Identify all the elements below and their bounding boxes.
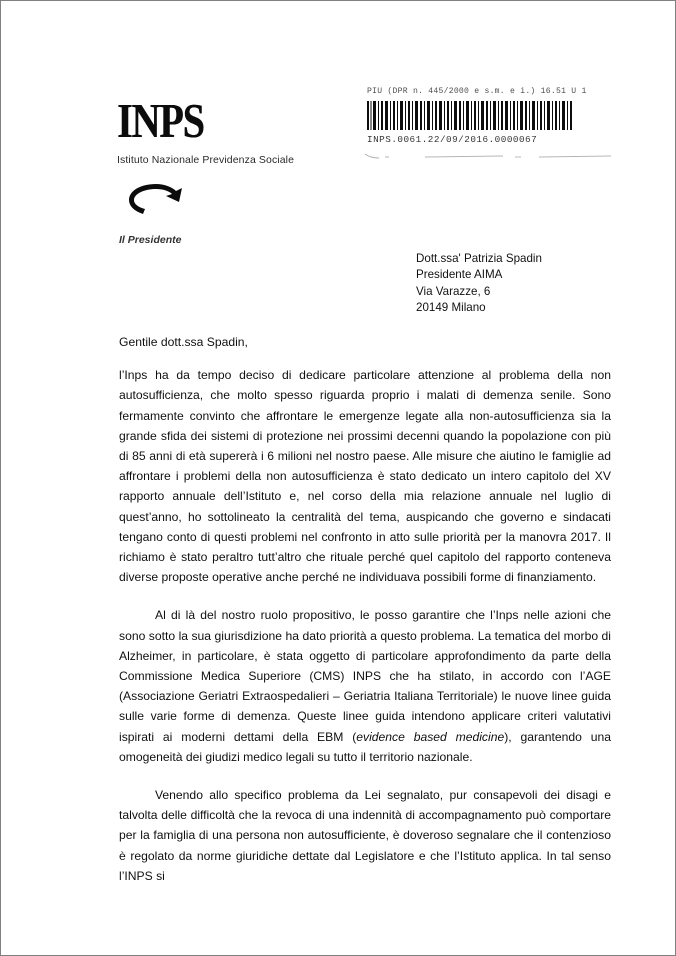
inps-wordmark: INPS bbox=[117, 93, 204, 148]
regulation-reference: PIU (DPR n. 445/2000 e s.m. e i.) 16.51 U 1 bbox=[367, 87, 587, 96]
circular-arrows-icon bbox=[126, 180, 188, 220]
protocol-number: INPS.0061.22/09/2016.0000067 bbox=[367, 134, 538, 145]
address-recipient-name: Dott.ssa' Patrizia Spadin bbox=[416, 252, 542, 265]
protocol-stamp bbox=[367, 87, 595, 145]
letter-body bbox=[119, 332, 611, 886]
paragraph-1: l’Inps ha da tempo deciso di dedicare particolare attenzione al problema della non autosufficienza, che molto spesso riguarda proprio i malati di demenza senile. Sono fermamente convinto che affrontare le emergenze legate alla non-autosufficienza sia la grande sfida dei sistemi di protezione nei prossimi decenni quando la popolazione con più di 85 anni di età supererà i 6 milioni nel nostro paese. Alle misure che aiutino le famiglie ad affrontare i problemi della non autosufficienza è stato dedicato un intero capitolo del XV rapporto annuale dell’Istituto e, nel corso della mia relazione annuale nel luglio di quest’anno, ho sottolineato la centralità del tema, auspicando che governo e sindacati tengano conto di questi problemi nel confronto in atto sulle priorità per la manovra 2017. Il richiamo è stato peraltro tutt’altro che rituale perché quel capitolo del rapporto conteneva diverse proposte operative anche perché ne individuava possibili forme di finanziamento. bbox=[119, 368, 611, 585]
ebm-italic-term: evidence based medicine bbox=[356, 729, 505, 744]
recipient-address bbox=[416, 251, 542, 316]
barcode-icon bbox=[367, 101, 573, 130]
salutation: Gentile dott.ssa Spadin, bbox=[119, 335, 248, 349]
paragraph-2-text-before-italic: Al di là del nostro ruolo propositivo, le posso garantire che l’Inps nelle azioni che sono sotto la sua giurisdizione ha dato priorità a questo problema. La tematica del morbo di Alzheimer, in particolare, è stata oggetto di particolare approfondimento da parte della Commissione Medica Superiore (CMS) INPS che ha stilato, in accordo con l’AGE (Associazione Geriatri Extraospedalieri – Geriatria Italiana Territoriale) le nuove linee guida sulle varie forme di demenza. Queste linee guida intendono applicare criteri valutativi ispirati ai moderni dettami della EBM ( bbox=[119, 608, 611, 744]
paragraph-3: Venendo allo specifico problema da Lei segnalato, pur consapevoli dei disagi e talvolta delle difficoltà che la revoca di una indennità di accompagnamento può comportare per la famiglia di una persona non autosufficiente, è doveroso segnalare che il contenzioso è regolato da norme giuridiche dettate dal Legislatore e che l’Istituto applica. In tal senso l’INPS si bbox=[119, 788, 611, 883]
address-recipient-title: Presidente AIMA bbox=[416, 268, 503, 282]
letterhead bbox=[117, 93, 357, 247]
signatory-role: Il Presidente bbox=[119, 234, 182, 247]
organization-name: Istituto Nazionale Previdenza Sociale bbox=[117, 154, 295, 167]
address-street: Via Varazze, 6 bbox=[416, 284, 491, 298]
scan-artifact-line bbox=[363, 153, 613, 159]
paragraph-2 bbox=[119, 605, 611, 767]
paragraph-2-text-after-italic: ), garantendo una omogeneità dei giudizi medico legali su tutto il territorio nazionale. bbox=[119, 729, 611, 764]
address-city: 20149 Milano bbox=[416, 300, 486, 314]
